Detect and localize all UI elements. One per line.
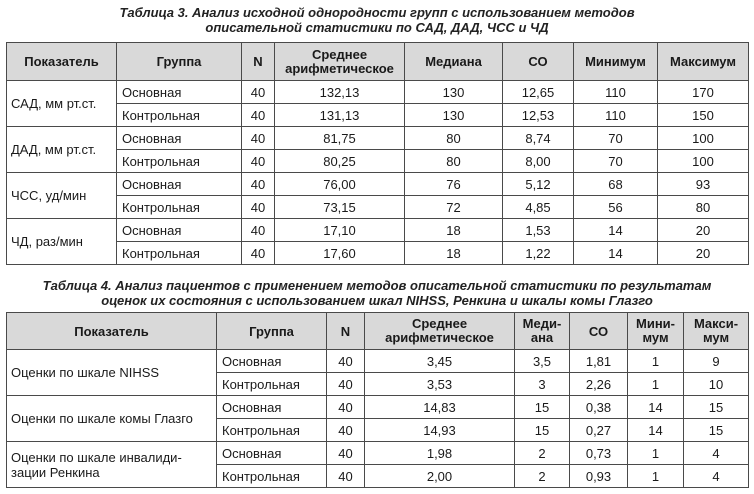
min-cell: 14 (574, 219, 658, 242)
n-cell: 40 (242, 127, 275, 150)
group-cell: Основная (117, 81, 242, 104)
mean-cell: 132,13 (275, 81, 405, 104)
median-cell: 18 (405, 242, 503, 265)
n-cell: 40 (327, 442, 365, 465)
median-cell: 130 (405, 81, 503, 104)
sd-cell: 0,27 (570, 419, 628, 442)
median-cell: 80 (405, 150, 503, 173)
table4-header-sd: СО (570, 313, 628, 350)
table4-caption-line2: оценок их состояния с использованием шкал NIHSS, Ренкина и шкалы комы Глазго (101, 293, 653, 308)
min-cell: 110 (574, 81, 658, 104)
table4-header-group: Группа (217, 313, 327, 350)
n-cell: 40 (242, 173, 275, 196)
table-row (7, 442, 749, 465)
table4-header-mean: Среднее арифметическое (365, 313, 515, 350)
table3 (6, 42, 749, 265)
group-cell: Контрольная (117, 196, 242, 219)
median-cell: 15 (515, 396, 570, 419)
table3-header-mean: Среднее арифметическое (275, 43, 405, 81)
table4-header-median: Меди-ана (515, 313, 570, 350)
table-row (7, 350, 749, 373)
max-cell: 93 (658, 173, 749, 196)
group-cell: Контрольная (217, 465, 327, 488)
group-cell: Основная (117, 219, 242, 242)
min-cell: 70 (574, 127, 658, 150)
sd-cell: 0,93 (570, 465, 628, 488)
median-cell: 76 (405, 173, 503, 196)
median-cell: 18 (405, 219, 503, 242)
min-cell: 110 (574, 104, 658, 127)
table3-header-row (7, 43, 749, 81)
group-cell: Основная (217, 442, 327, 465)
max-cell: 150 (658, 104, 749, 127)
table-row (7, 127, 749, 150)
median-cell: 80 (405, 127, 503, 150)
group-cell: Основная (217, 350, 327, 373)
table3-header-n: N (242, 43, 275, 81)
table-row (7, 219, 749, 242)
table-row (7, 396, 749, 419)
group-cell: Контрольная (117, 242, 242, 265)
min-cell: 14 (628, 396, 684, 419)
table4-caption-line1: Таблица 4. Анализ пациентов с применением методов описательной статистики по результатам (42, 278, 712, 293)
indicator-cell: Оценки по шкале инвалиди-зации Ренкина (7, 442, 217, 488)
min-cell: 1 (628, 442, 684, 465)
table3-header-sd: СО (503, 43, 574, 81)
table3-caption (0, 5, 754, 35)
max-cell: 15 (684, 419, 749, 442)
table4-header-max: Макси-мум (684, 313, 749, 350)
max-cell: 15 (684, 396, 749, 419)
max-cell: 4 (684, 442, 749, 465)
max-cell: 80 (658, 196, 749, 219)
n-cell: 40 (327, 419, 365, 442)
table-row (7, 173, 749, 196)
median-cell: 2 (515, 465, 570, 488)
n-cell: 40 (327, 373, 365, 396)
table4-header-min: Мини-мум (628, 313, 684, 350)
table-row (7, 242, 749, 265)
mean-cell: 17,10 (275, 219, 405, 242)
sd-cell: 8,00 (503, 150, 574, 173)
sd-cell: 1,53 (503, 219, 574, 242)
group-cell: Контрольная (217, 419, 327, 442)
mean-cell: 81,75 (275, 127, 405, 150)
median-cell: 15 (515, 419, 570, 442)
n-cell: 40 (327, 350, 365, 373)
sd-cell: 1,81 (570, 350, 628, 373)
min-cell: 14 (574, 242, 658, 265)
table-row (7, 104, 749, 127)
table3-caption-line1: Таблица 3. Анализ исходной однородности групп с использованием методов (119, 5, 635, 20)
mean-cell: 3,45 (365, 350, 515, 373)
mean-cell: 17,60 (275, 242, 405, 265)
sd-cell: 0,38 (570, 396, 628, 419)
n-cell: 40 (327, 465, 365, 488)
indicator-cell: ЧСС, уд/мин (7, 173, 117, 219)
indicator-cell: ДАД, мм рт.ст. (7, 127, 117, 173)
max-cell: 100 (658, 150, 749, 173)
group-cell: Основная (117, 127, 242, 150)
sd-cell: 2,26 (570, 373, 628, 396)
n-cell: 40 (242, 104, 275, 127)
sd-cell: 4,85 (503, 196, 574, 219)
median-cell: 3,5 (515, 350, 570, 373)
max-cell: 9 (684, 350, 749, 373)
table3-header-min: Минимум (574, 43, 658, 81)
table4-header-indicator: Показатель (7, 313, 217, 350)
indicator-cell: САД, мм рт.ст. (7, 81, 117, 127)
mean-cell: 73,15 (275, 196, 405, 219)
n-cell: 40 (327, 396, 365, 419)
mean-cell: 2,00 (365, 465, 515, 488)
table3-header-group: Группа (117, 43, 242, 81)
min-cell: 1 (628, 373, 684, 396)
table3-header-median: Медиана (405, 43, 503, 81)
max-cell: 20 (658, 219, 749, 242)
group-cell: Контрольная (217, 373, 327, 396)
table3-header-max: Максимум (658, 43, 749, 81)
table4-header-row (7, 313, 749, 350)
median-cell: 72 (405, 196, 503, 219)
group-cell: Основная (117, 173, 242, 196)
n-cell: 40 (242, 81, 275, 104)
min-cell: 14 (628, 419, 684, 442)
sd-cell: 8,74 (503, 127, 574, 150)
sd-cell: 0,73 (570, 442, 628, 465)
group-cell: Основная (217, 396, 327, 419)
group-cell: Контрольная (117, 150, 242, 173)
n-cell: 40 (242, 196, 275, 219)
max-cell: 170 (658, 81, 749, 104)
sd-cell: 12,65 (503, 81, 574, 104)
median-cell: 3 (515, 373, 570, 396)
table4 (6, 312, 749, 488)
mean-cell: 14,83 (365, 396, 515, 419)
min-cell: 68 (574, 173, 658, 196)
table4-caption (0, 278, 754, 308)
min-cell: 70 (574, 150, 658, 173)
max-cell: 10 (684, 373, 749, 396)
mean-cell: 1,98 (365, 442, 515, 465)
sd-cell: 12,53 (503, 104, 574, 127)
sd-cell: 1,22 (503, 242, 574, 265)
median-cell: 2 (515, 442, 570, 465)
median-cell: 130 (405, 104, 503, 127)
mean-cell: 14,93 (365, 419, 515, 442)
table3-caption-line2: описательной статистики по САД, ДАД, ЧСС и ЧД (205, 20, 549, 35)
table4-header-n: N (327, 313, 365, 350)
table-row (7, 81, 749, 104)
max-cell: 100 (658, 127, 749, 150)
max-cell: 20 (658, 242, 749, 265)
mean-cell: 131,13 (275, 104, 405, 127)
indicator-cell: Оценки по шкале комы Глазго (7, 396, 217, 442)
indicator-cell: Оценки по шкале NIHSS (7, 350, 217, 396)
table3-header-indicator: Показатель (7, 43, 117, 81)
min-cell: 1 (628, 465, 684, 488)
n-cell: 40 (242, 219, 275, 242)
mean-cell: 80,25 (275, 150, 405, 173)
sd-cell: 5,12 (503, 173, 574, 196)
mean-cell: 76,00 (275, 173, 405, 196)
max-cell: 4 (684, 465, 749, 488)
group-cell: Контрольная (117, 104, 242, 127)
table-row (7, 150, 749, 173)
indicator-cell: ЧД, раз/мин (7, 219, 117, 265)
min-cell: 1 (628, 350, 684, 373)
table-row (7, 196, 749, 219)
n-cell: 40 (242, 242, 275, 265)
mean-cell: 3,53 (365, 373, 515, 396)
min-cell: 56 (574, 196, 658, 219)
n-cell: 40 (242, 150, 275, 173)
